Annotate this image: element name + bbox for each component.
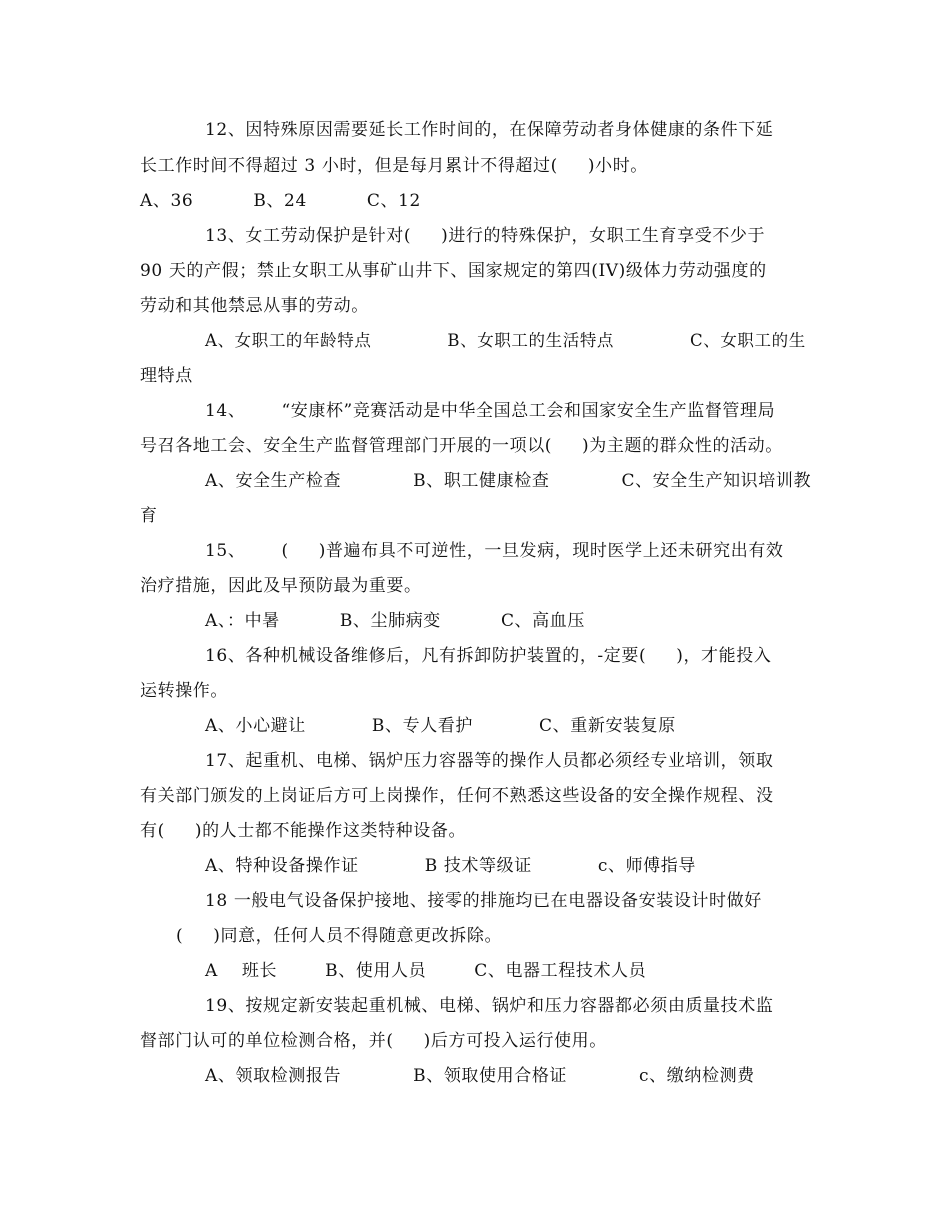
q16-line-2: 运转操作。	[140, 681, 228, 701]
q13-options: A、女职工的年龄特点 B、女职工的生活特点 C、女职工的生	[205, 331, 806, 350]
q16-line-1: 16、各种机械设备维修后，凡有拆卸防护装置的，-定要( )，才能投入	[205, 646, 772, 666]
q17-line-2: 有关部门颁发的上岗证后方可上岗操作，任何不熟悉这些设备的安全操作规程、没	[140, 786, 774, 806]
q18-line-1: 18 一般电气设备保护接地、接零的排施均已在电器设备安装设计时做好	[205, 891, 762, 911]
q14-line-1: 14、 “安康杯”竞赛活动是中华全国总工会和国家安全生产监督管理局	[205, 401, 776, 421]
q13-line-2: 90 天的产假；禁止女职工从事矿山井下、国家规定的第四(IV)级体力劳动强度的	[140, 261, 767, 281]
q17-line-3: 有( )的人士都不能操作这类特种设备。	[140, 821, 467, 841]
q17-line-1: 17、起重机、电梯、锅炉压力容器等的操作人员都必须经专业培训，领取	[205, 751, 774, 771]
q14-options-cont: 育	[140, 506, 158, 526]
q19-line-2: 督部门认可的单位检测合格，并( )后方可投入运行使用。	[140, 1031, 607, 1051]
q18-line-2: ( )同意，任何人员不得随意更改拆除。	[176, 926, 503, 946]
q16-options: A、小心避让 B、专人看护 C、重新安装复原	[205, 716, 676, 736]
q12-line-1: 12、因特殊原因需要延长工作时间的，在保障劳动者身体健康的条件下延	[205, 120, 774, 140]
q12-options: A、36 B、24 C、12	[140, 191, 421, 211]
q13-line-1: 13、女工劳动保护是针对( )进行的特殊保护，女职工生育享受不少于	[205, 226, 766, 246]
q15-line-2: 治疗措施，因此及早预防最为重要。	[140, 576, 422, 596]
q17-options: A、特种设备操作证 B 技术等级证 c、师傅指导	[205, 856, 696, 876]
q15-line-1: 15、 ( )普遍布具不可逆性，一旦发病，现时医学上还未研究出有效	[205, 541, 784, 561]
q14-options: A、安全生产检查 B、职工健康检查 C、安全生产知识培训教	[205, 471, 812, 491]
q14-line-2: 号召各地工会、安全生产监督管理部门开展的一项以( )为主题的群众性的活动。	[140, 436, 783, 456]
q19-options: A、领取检测报告 B、领取使用合格证 c、缴纳检测费	[205, 1066, 755, 1086]
q19-line-1: 19、按规定新安装起重机械、电梯、锅炉和压力容器都必须由质量技术监	[205, 996, 774, 1016]
q18-options: A 班长 B、使用人员 C、电器工程技术人员	[205, 961, 647, 981]
q15-options: A、：中暑 B、尘肺病变 C、高血压	[205, 611, 585, 631]
q12-line-2: 长工作时间不得超过 3 小时，但是每月累计不得超过( )小时。	[140, 156, 648, 176]
q13-options-cont: 理特点	[140, 366, 193, 386]
q13-line-3: 劳动和其他禁忌从事的劳动。	[140, 296, 369, 316]
